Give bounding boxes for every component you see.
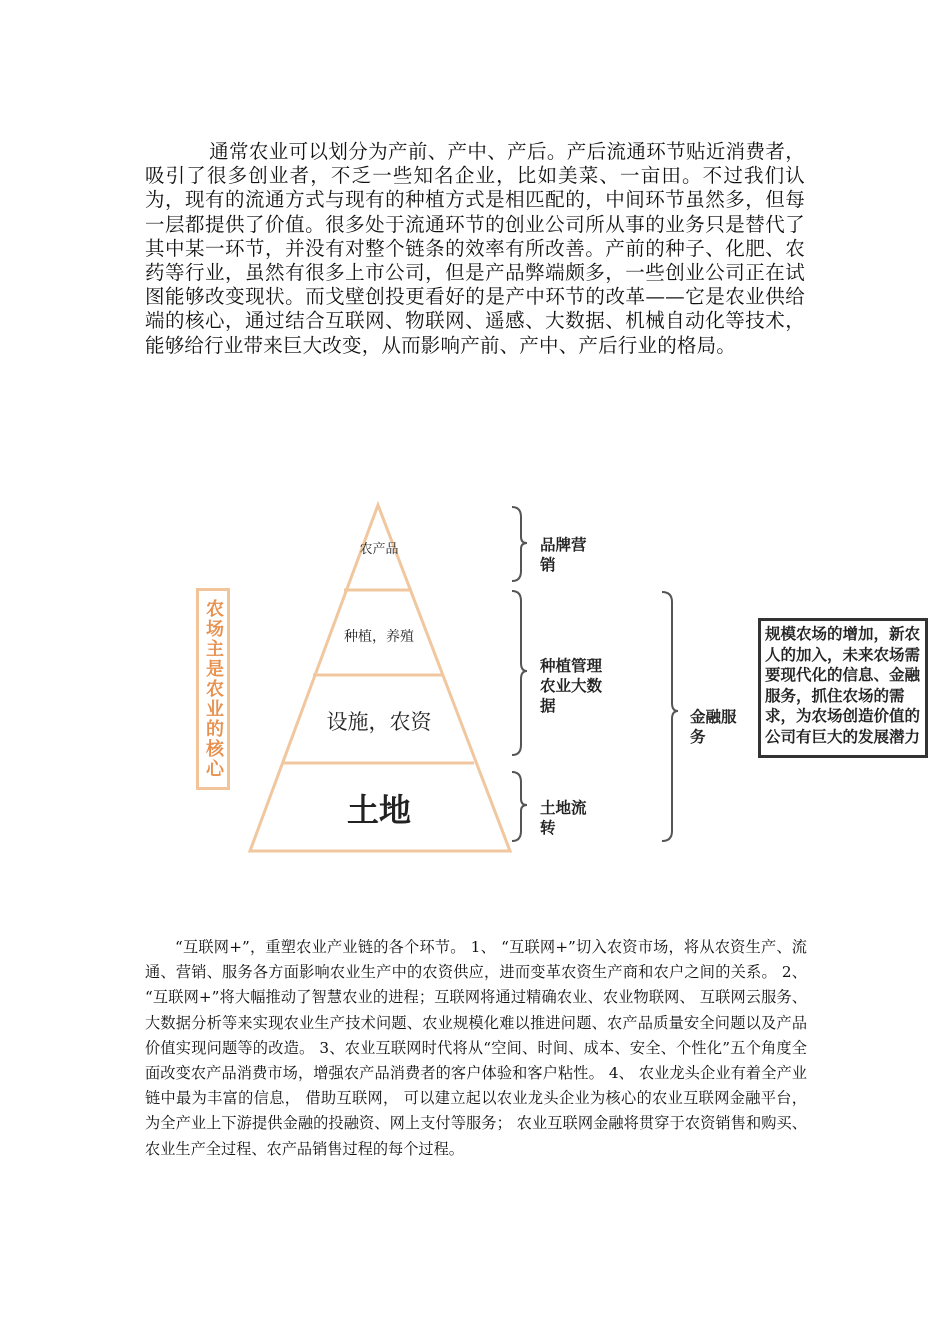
- intro-paragraph: [145, 140, 805, 358]
- bracket-management: [512, 591, 527, 755]
- side-label-text: 农场主是农业的核心: [203, 599, 224, 779]
- closing-text: “互联网+”，重塑农业产业链的各个环节。 1、 “互联网+”切入农资市场，将从农资生产、流通、营销、服务各方面影响农业生产中的农资供应，进而变革农资生产商和农户之间的关系。 2、 “互联网+”将大幅推动了智慧农业的进程；互联网将通过精确农业、农业物联网、 互联网云服务、大数据分析等来实现农业生产技术问题、农业规模化难以推进问题、农产品质量安全问题以及产品价值实现问题等的改造。 3、农业互联网时代将从“空间、时间、成本、安全、个性化”五个角度全面改变农产品消费市场，增强农产品消费者的客户体验和客户粘性。 4、 农业龙头企业有着全产业链中最为丰富的信息， 借助互联网， 可以建立起以农业龙头企业为核心的农业互联网金融平台，为全产业上下游提供金融的投融资、网上支付等服务； 农业互联网金融将贯穿于农资销售和购买、农业生产全过程、农产品销售过程的每个过程。: [145, 938, 807, 1158]
- side-label-box: [196, 588, 230, 790]
- bracket-label-management: 种植管理农业大数据: [540, 657, 603, 715]
- bracket-land: [512, 772, 527, 841]
- callout-text: 规模农场的增加，新农人的加入，未来农场需要现代化的信息、金融服务，抓住农场的需求，为农场创造价值的公司有巨大的发展潜力: [765, 625, 921, 746]
- callout-box: [758, 618, 928, 758]
- intro-text: 通常农业可以划分为产前、产中、产后。产后流通环节贴近消费者，吸引了很多创业者，不乏一些知名企业，比如美菜、一亩田。不过我们认为，现有的流通方式与现有的种植方式是相匹配的，中间环节虽然多，但每一层都提供了价值。很多处于流通环节的创业公司所从事的业务只是替代了其中某一环节，并没有对整个链条的效率有所改善。产前的种子、化肥、农药等行业，虽然有很多上市公司，但是产品弊端颇多，一些创业公司正在试图能够改变现状。而戈壁创投更看好的是产中环节的改革——它是农业供给端的核心，通过结合互联网、物联网、遥感、大数据、机械自动化等技术，能够给行业带来巨大改变，从而影响产前、产中、产后行业的格局。: [145, 140, 805, 357]
- pyramid-level-1: 农产品: [359, 542, 399, 557]
- pyramid-level-2: 种植，养殖: [344, 629, 414, 645]
- pyramid-level-3: 设施，农资: [326, 710, 432, 734]
- bracket-brand: [512, 507, 527, 581]
- pyramid-level-4: 土地: [346, 791, 412, 829]
- finance-label: 金融服务: [690, 708, 737, 746]
- bracket-finance: [662, 592, 678, 841]
- bracket-label-land: 土地流转: [540, 799, 587, 837]
- bracket-label-brand: 品牌营销: [540, 536, 587, 574]
- closing-paragraph: [145, 935, 807, 1162]
- agriculture-diagram: [180, 495, 950, 865]
